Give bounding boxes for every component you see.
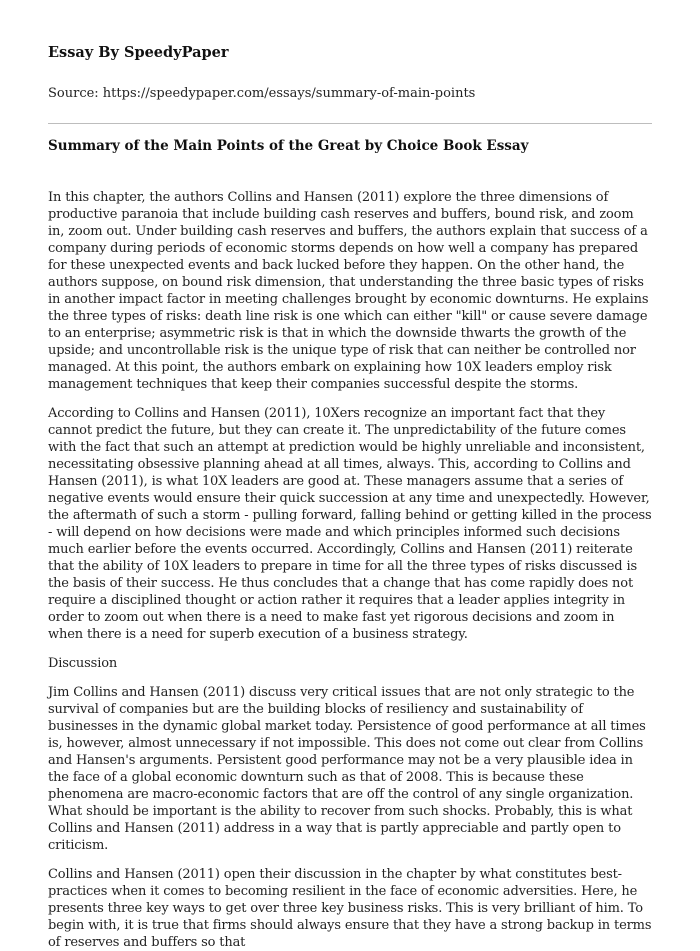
- site-brand: Essay By SpeedyPaper: [48, 44, 229, 61]
- paragraph-3: Jim Collins and Hansen (2011) discuss very critical issues that are not only strategic to the survival of companies but are the building blocks of resiliency and sustainability of businesses in the dynamic global market today. Persistence of good performance at all times is, however, almost unnecessary if not impossible. This does not come out clear from Collins and Hansen's arguments. Persistent good performance may not be a very plausible idea in the face of a global economic downturn such as that of 2008. This is because these phenomena are macro-economic factors that are off the control of any single organization. What should be important is the ability to recover from such shocks. Probably, this is what Collins and Hansen (2011) address in a way that is partly appreciable and partly open to criticism.: [48, 685, 646, 853]
- essay-title: Summary of the Main Points of the Great by Choice Book Essay: [48, 138, 529, 154]
- section-heading-discussion: Discussion: [48, 656, 118, 671]
- essay-body: [48, 189, 652, 951]
- source-line: Source: https://speedypaper.com/essays/summary-of-main-points: [48, 86, 476, 101]
- paragraph-1: In this chapter, the authors Collins and Hansen (2011) explore the three dimensions of productive paranoia that include building cash reserves and buffers, bound risk, and zoom in, zoom out. Under building cash reserves and buffers, the authors explain that success of a company during periods of economic storms depends on how well a company has prepared for these unexpected events and back lucked before they happen. On the other hand, the authors suppose, on bound risk dimension, that understanding the three basic types of risks in another impact factor in meeting challenges brought by economic downturns. He explains the three types of risks: death line risk is one which can either "kill" or cause severe damage to an enterprise; asymmetric risk is that in which the downside thwarts the growth of the upside; and uncontrollable risk is the unique type of risk that can neither be controlled nor managed. At this point, the authors embark on explaining how 10X leaders employ risk management techniques that keep their companies successful despite the storms.: [48, 190, 649, 392]
- paragraph-2: According to Collins and Hansen (2011), 10Xers recognize an important fact that they cannot predict the future, but they can create it. The unpredictability of the future comes with the fact that such an attempt at prediction would be highly unreliable and inconsistent, necessitating obsessive planning ahead at all times, always. This, according to Collins and Hansen (2011), is what 10X leaders are good at. These managers assume that a series of negative events would ensure their quick succession at any time and unexpectedly. However, the aftermath of such a storm - pulling forward, falling behind or getting killed in the process - will depend on how decisions were made and which principles informed such decisions much earlier before the events occurred. Accordingly, Collins and Hansen (2011) reiterate that the ability of 10X leaders to prepare in time for all the three types of risks discussed is the basis of their success. He thus concludes that a change that has come rapidly does not require a disciplined thought or action rather it requires that a leader applies integrity in order to zoom out when there is a need to make fast yet rigorous decisions and zoom in when there is a need for superb execution of a business strategy.: [48, 406, 652, 642]
- header-divider: [48, 123, 652, 124]
- paragraph-4: Collins and Hansen (2011) open their discussion in the chapter by what constitutes best-practices when it comes to becoming resilient in the face of economic adversities. Here, he presents three key ways to get over three key business risks. This is very brilliant of him. To begin with, it is true that firms should always ensure that they have a strong backup in terms of reserves and buffers so that: [48, 867, 652, 950]
